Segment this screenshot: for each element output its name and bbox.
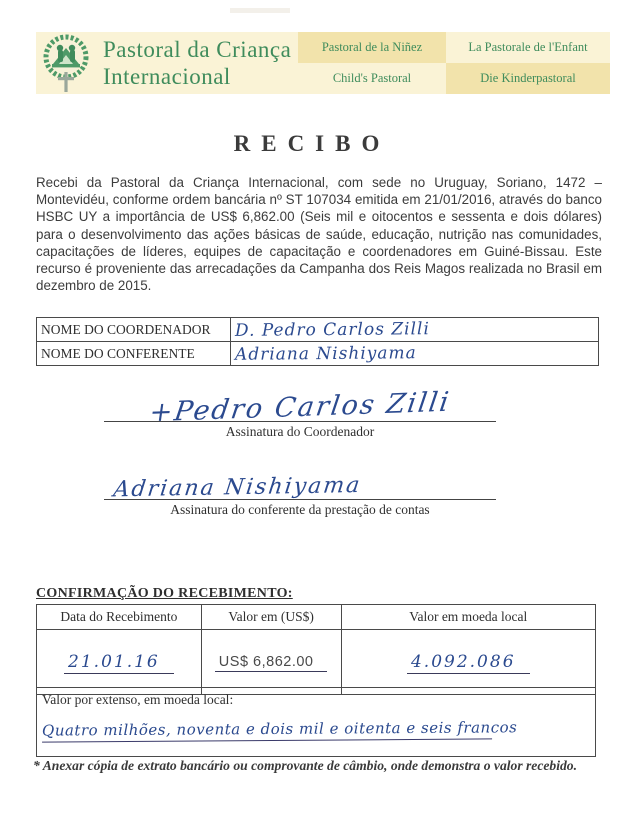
table-row [37,318,599,342]
verifier-name-cell [231,342,599,366]
coordinator-signature-block [104,386,496,440]
table-header-row [37,605,596,630]
value-local-currency-header: Valor em moeda local [341,605,595,630]
value-local-currency-cell [341,630,595,695]
org-name [103,36,315,90]
pastoral-crianca-logo [39,32,95,94]
receipt-body-text: Recebi da Pastoral da Criança Internacional, com sede no Uruguay, Soriano, 1472 – Montevidéu, conforme ordem bancária nº ST 107034 emitida em 21/01/2016, através do banco HSBC UY a importância de US$ 6,862.00 (Seis mil e oitocentos e sessenta e dois dólares) para o desenvolvimento das ações básicas de saúde, educação, nutrição nas comunidades, capacitações de líderes, equipes de capacitação e coordenadores em Guiné-Bissau. Este recurso é proveniente das arrecadações da Campanha dos Reis Magos realizada no Brasil em dezembro de 2015. [36,175,602,294]
date-received-handwritten: 21.01.16 [64,652,174,674]
verifier-signature-handwritten: Adriana Nishiyama [112,473,363,503]
scan-artifact [230,8,290,13]
letterhead [36,32,610,94]
verifier-signature-block [104,474,496,518]
verifier-name-label: NOME DO CONFERENTE [37,342,231,366]
verifier-name-handwritten: Adriana Nishiyama [234,342,417,365]
coordinator-name-handwritten: D. Pedro Carlos Zilli [234,318,430,341]
confirmation-heading: CONFIRMAÇÃO DO RECEBIMENTO: [36,586,293,601]
amount-in-words-handwritten: Quatro milhões, noventa e dois mil e oitenta e seis francos [42,718,492,742]
confirmation-table [36,604,596,695]
translation-english: Child's Pastoral [332,71,412,85]
date-received-header: Data do Recebimento [37,605,202,630]
translation-spanish: Pastoral de la Niñez [298,32,446,63]
translation-french: La Pastorale de l'Enfant [468,40,588,54]
value-local-handwritten: 4.092.086 [407,652,530,674]
wreath-family-cross-icon [39,32,95,94]
coordinator-signature-handwritten: +Pedro Carlos Zilli [147,386,453,429]
amount-in-words-label: Valor por extenso, em moeda local: [42,692,234,707]
org-name-line1: Pastoral da Criança [103,37,292,62]
value-usd-header: Valor em (US$) [201,605,341,630]
org-name-translations [298,32,610,94]
verifier-signature-caption: Assinatura do conferente da prestação de contas [170,502,430,517]
footnote: * Anexar cópia de extrato bancário ou comprovante de câmbio, onde demonstra o valor recebido. [33,758,577,773]
translation-german: Die Kinderpastoral [446,63,610,94]
value-usd-printed: US$ 6,862.00 [215,654,328,672]
coordinator-name-cell [231,318,599,342]
org-name-line2: Internacional [103,64,231,89]
table-row [37,342,599,366]
amount-in-words-box [36,687,596,757]
coordinator-signature-caption: Assinatura do Coordenador [225,424,375,439]
coordinator-name-label: NOME DO COORDENADOR [37,318,231,342]
document-title: RECIBO [233,131,391,156]
value-usd-cell [201,630,341,695]
names-table [36,317,599,366]
date-received-cell [37,630,202,695]
table-value-row [37,630,596,695]
